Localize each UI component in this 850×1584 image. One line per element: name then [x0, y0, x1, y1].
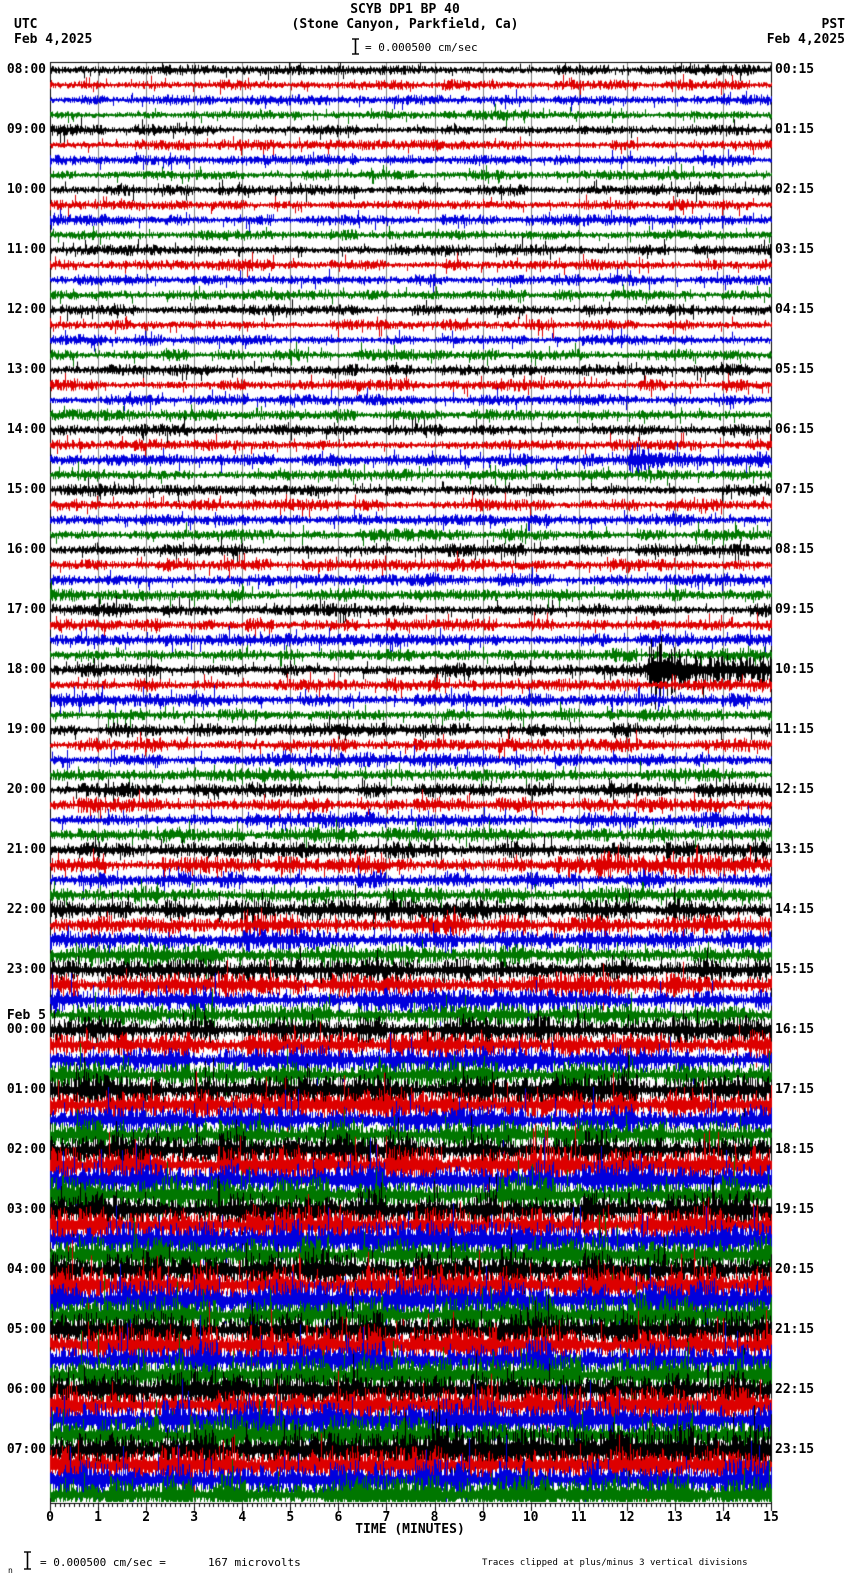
hour-label-pst: 12:15 — [775, 782, 815, 797]
station-title: SCYB DP1 BP 40 — [350, 2, 460, 17]
hour-label-pst: 10:15 — [775, 662, 815, 677]
scale-value-label: = 0.000500 cm/sec — [365, 41, 478, 54]
x-tick-label: 11 — [570, 1510, 587, 1525]
x-tick-label: 6 — [334, 1510, 343, 1525]
hour-label-utc: 10:00 — [6, 182, 46, 197]
hour-label-utc: 00:00 — [6, 1022, 46, 1037]
microvolts-label: 167 microvolts — [208, 1556, 301, 1569]
hour-label-pst: 07:15 — [775, 482, 815, 497]
hour-label-pst: 19:15 — [775, 1202, 815, 1217]
hour-label-utc: 12:00 — [6, 302, 46, 317]
hour-label-utc: 05:00 — [6, 1322, 46, 1337]
x-tick-label: 0 — [46, 1510, 54, 1525]
x-tick-label: 10 — [522, 1510, 539, 1525]
hour-label-pst: 13:15 — [775, 842, 815, 857]
hour-label-utc: 17:00 — [6, 602, 46, 617]
hour-label-pst: 15:15 — [775, 962, 815, 977]
hour-label-utc: 21:00 — [6, 842, 46, 857]
x-tick-label: 15 — [763, 1510, 779, 1525]
hour-label-utc: 18:00 — [6, 662, 46, 677]
hour-label-pst: 08:15 — [775, 542, 815, 557]
hour-label-utc: 02:00 — [6, 1142, 46, 1157]
hour-label-pst: 20:15 — [775, 1262, 815, 1277]
hour-label-pst: 06:15 — [775, 422, 815, 437]
hour-label-pst: 01:15 — [775, 122, 815, 137]
hour-label-pst: 09:15 — [775, 602, 815, 617]
calibration-label: = 0.000500 cm/sec = — [40, 1556, 166, 1569]
x-axis-title: TIME (MINUTES) — [355, 1522, 465, 1537]
x-tick-label: 2 — [142, 1510, 151, 1525]
hour-label-utc: 06:00 — [6, 1382, 46, 1397]
x-tick-label: 5 — [286, 1510, 295, 1525]
footer-scale-icon — [22, 1551, 33, 1570]
x-tick-label: 7 — [382, 1510, 391, 1525]
x-tick-label: 9 — [478, 1510, 487, 1525]
hour-label-utc: 14:00 — [6, 422, 46, 437]
footer-subscript-marker: n — [8, 1566, 13, 1575]
hour-label-utc: 11:00 — [6, 242, 46, 257]
left-timezone-label: UTC — [14, 17, 38, 32]
date-change-label: Feb 5 — [6, 1008, 46, 1023]
hour-label-pst: 17:15 — [775, 1082, 815, 1097]
clip-note-label: Traces clipped at plus/minus 3 vertical divisions — [482, 1558, 748, 1568]
right-date-label: Feb 4,2025 — [766, 32, 845, 47]
hour-label-utc: 08:00 — [6, 62, 46, 77]
hour-label-pst: 23:15 — [775, 1442, 815, 1457]
x-tick-label: 1 — [94, 1510, 102, 1525]
hour-label-utc: 04:00 — [6, 1262, 46, 1277]
amplitude-scale-icon — [350, 38, 361, 55]
hour-label-pst: 21:15 — [775, 1322, 815, 1337]
x-tick-label: 4 — [238, 1510, 247, 1525]
station-location: (Stone Canyon, Parkfield, Ca) — [291, 17, 519, 32]
hour-label-pst: 18:15 — [775, 1142, 815, 1157]
hour-label-pst: 11:15 — [775, 722, 815, 737]
hour-label-pst: 00:15 — [775, 62, 815, 77]
hour-label-utc: 20:00 — [6, 782, 46, 797]
left-date-label: Feb 4,2025 — [14, 32, 93, 47]
hour-label-utc: 22:00 — [6, 902, 46, 917]
hour-label-utc: 16:00 — [6, 542, 46, 557]
hour-label-pst: 04:15 — [775, 302, 815, 317]
hour-label-utc: 07:00 — [6, 1442, 46, 1457]
hour-label-pst: 05:15 — [775, 362, 815, 377]
x-tick-label: 3 — [190, 1510, 199, 1525]
hour-label-utc: 13:00 — [6, 362, 46, 377]
hour-label-pst: 14:15 — [775, 902, 815, 917]
hour-label-pst: 03:15 — [775, 242, 815, 257]
hour-label-utc: 01:00 — [6, 1082, 46, 1097]
hour-label-pst: 02:15 — [775, 182, 815, 197]
hour-label-utc: 09:00 — [6, 122, 46, 137]
x-tick-label: 12 — [618, 1510, 635, 1525]
hour-label-utc: 03:00 — [6, 1202, 46, 1217]
hour-label-pst: 16:15 — [775, 1022, 815, 1037]
hour-label-utc: 15:00 — [6, 482, 46, 497]
right-timezone-label: PST — [821, 17, 845, 32]
hour-label-utc: 19:00 — [6, 722, 46, 737]
hour-label-utc: 23:00 — [6, 962, 46, 977]
hour-label-pst: 22:15 — [775, 1382, 815, 1397]
x-tick-label: 13 — [667, 1510, 683, 1525]
x-tick-label: 8 — [430, 1510, 439, 1525]
x-tick-label: 14 — [715, 1510, 731, 1525]
